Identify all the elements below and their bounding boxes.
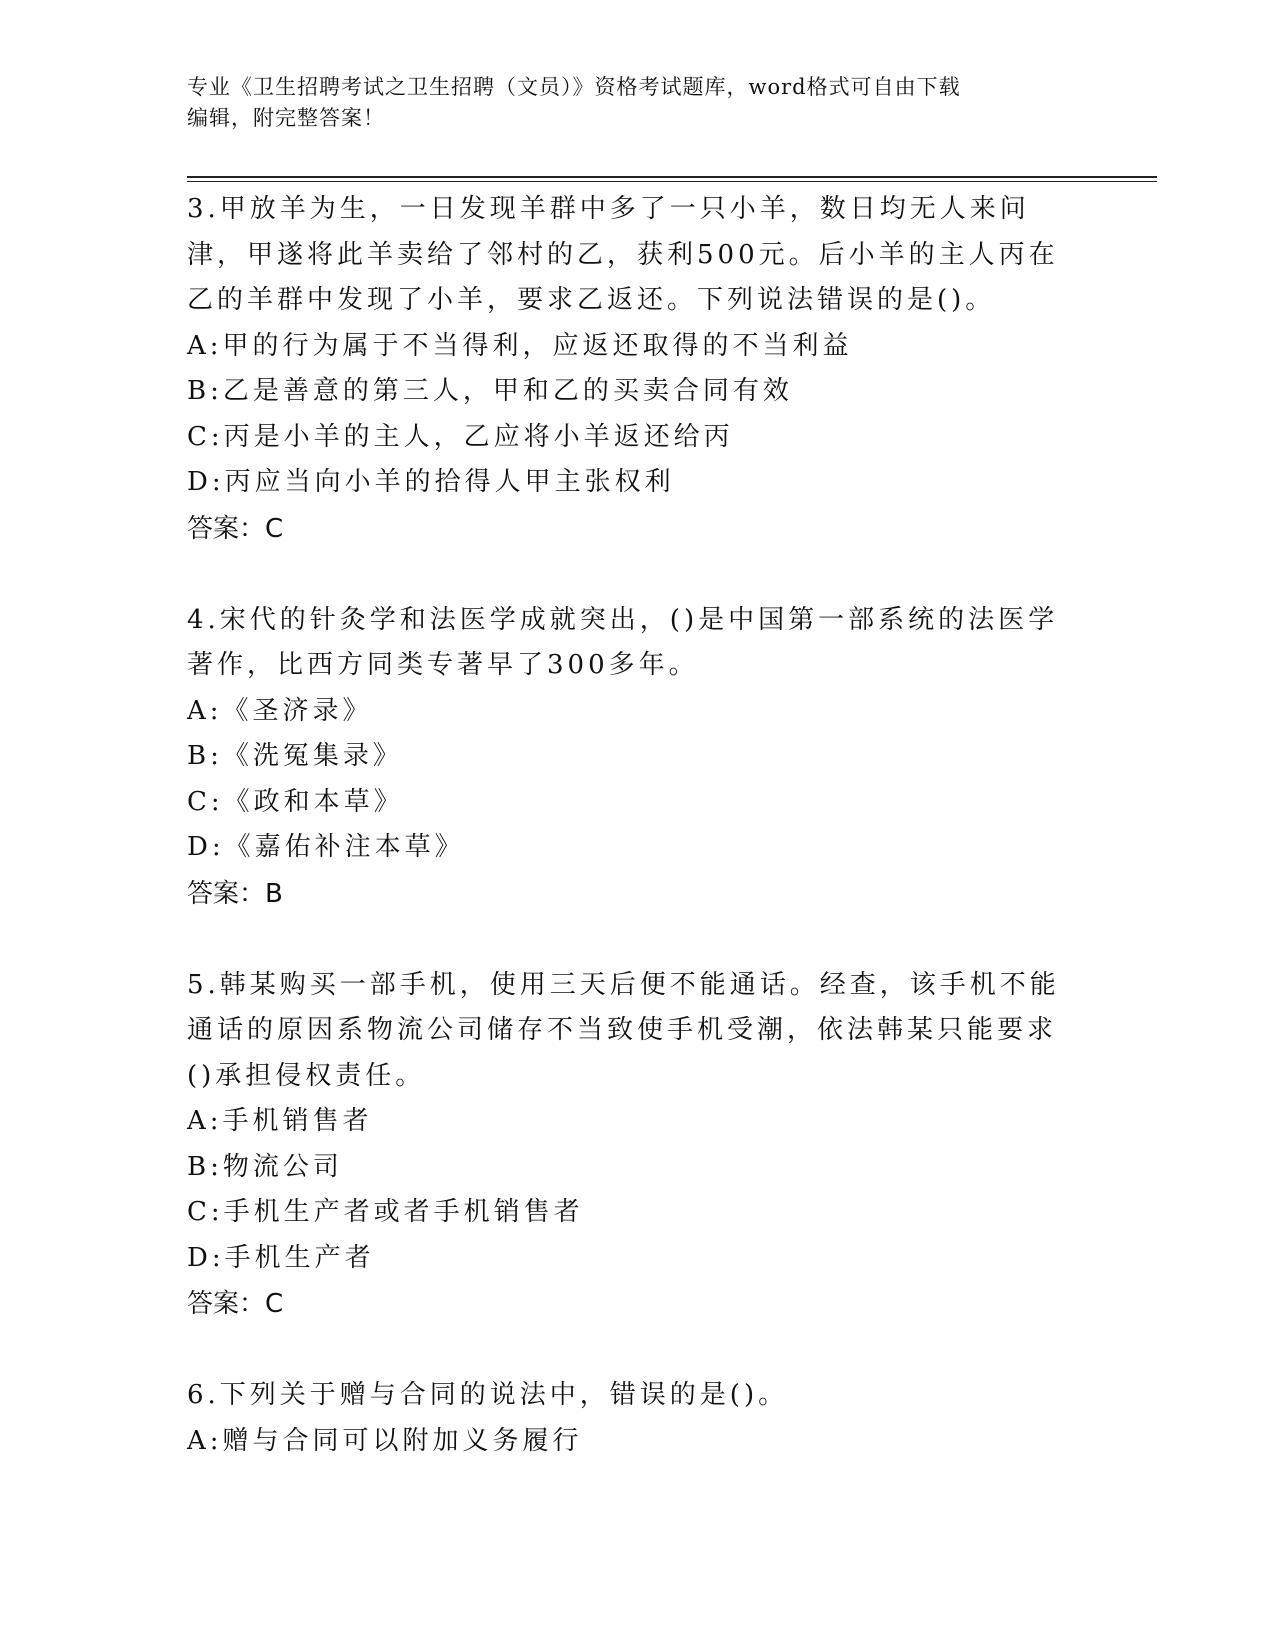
question-stem: 4.宋代的针灸学和法医学成就突出，()是中国第一部系统的法医学著作，比西方同类专著早了300多年。 — [187, 604, 1059, 680]
option-a: A:《圣济录》 — [187, 695, 373, 726]
option-b: B:乙是善意的第三人，甲和乙的买卖合同有效 — [187, 376, 793, 406]
question-4 — [187, 598, 1067, 917]
option-c: C:《政和本草》 — [187, 786, 404, 817]
answer-line: 答案：C — [187, 513, 284, 544]
answer-line: 答案：C — [187, 1289, 284, 1319]
option-a: A:赠与合同可以附加义务履行 — [187, 1425, 583, 1456]
option-a: A:手机销售者 — [187, 1106, 373, 1136]
option-c: C:手机生产者或者手机销售者 — [187, 1197, 584, 1227]
option-d: D:《嘉佑补注本草》 — [187, 832, 465, 862]
option-d: D:丙应当向小羊的拾得人甲主张权利 — [187, 467, 675, 497]
question-5 — [187, 963, 1067, 1328]
question-3 — [187, 187, 1067, 552]
document-header — [187, 72, 1087, 134]
question-stem: 6.下列关于赠与合同的说法中，错误的是()。 — [187, 1380, 789, 1410]
option-a: A:甲的行为属于不当得利，应返还取得的不当利益 — [187, 330, 853, 361]
header-divider-thin — [187, 181, 1157, 182]
header-line-2: 编辑，附完整答案！ — [187, 106, 385, 130]
option-d: D:手机生产者 — [187, 1242, 375, 1273]
question-stem: 5.韩某购买一部手机，使用三天后便不能通话。经查，该手机不能通话的原因系物流公司储存不当致使手机受潮，依法韩某只能要求()承担侵权责任。 — [187, 969, 1060, 1091]
question-stem: 3.甲放羊为生，一日发现羊群中多了一只小羊，数日均无人来问津，甲遂将此羊卖给了邻村的乙，获利500元。后小羊的主人丙在乙的羊群中发现了小羊，要求乙返还。下列说法错误的是()。 — [187, 194, 1059, 315]
option-b: B:《洗冤集录》 — [187, 741, 403, 771]
answer-line: 答案：B — [187, 878, 283, 909]
option-b: B:物流公司 — [187, 1151, 343, 1182]
header-divider-thick — [187, 176, 1157, 178]
question-6 — [187, 1373, 1067, 1464]
header-line-1: 专业《卫生招聘考试之卫生招聘（文员）》资格考试题库，word格式可自由下载 — [187, 75, 961, 99]
question-list — [187, 187, 1067, 1510]
option-c: C:丙是小羊的主人，乙应将小羊返还给丙 — [187, 421, 734, 452]
